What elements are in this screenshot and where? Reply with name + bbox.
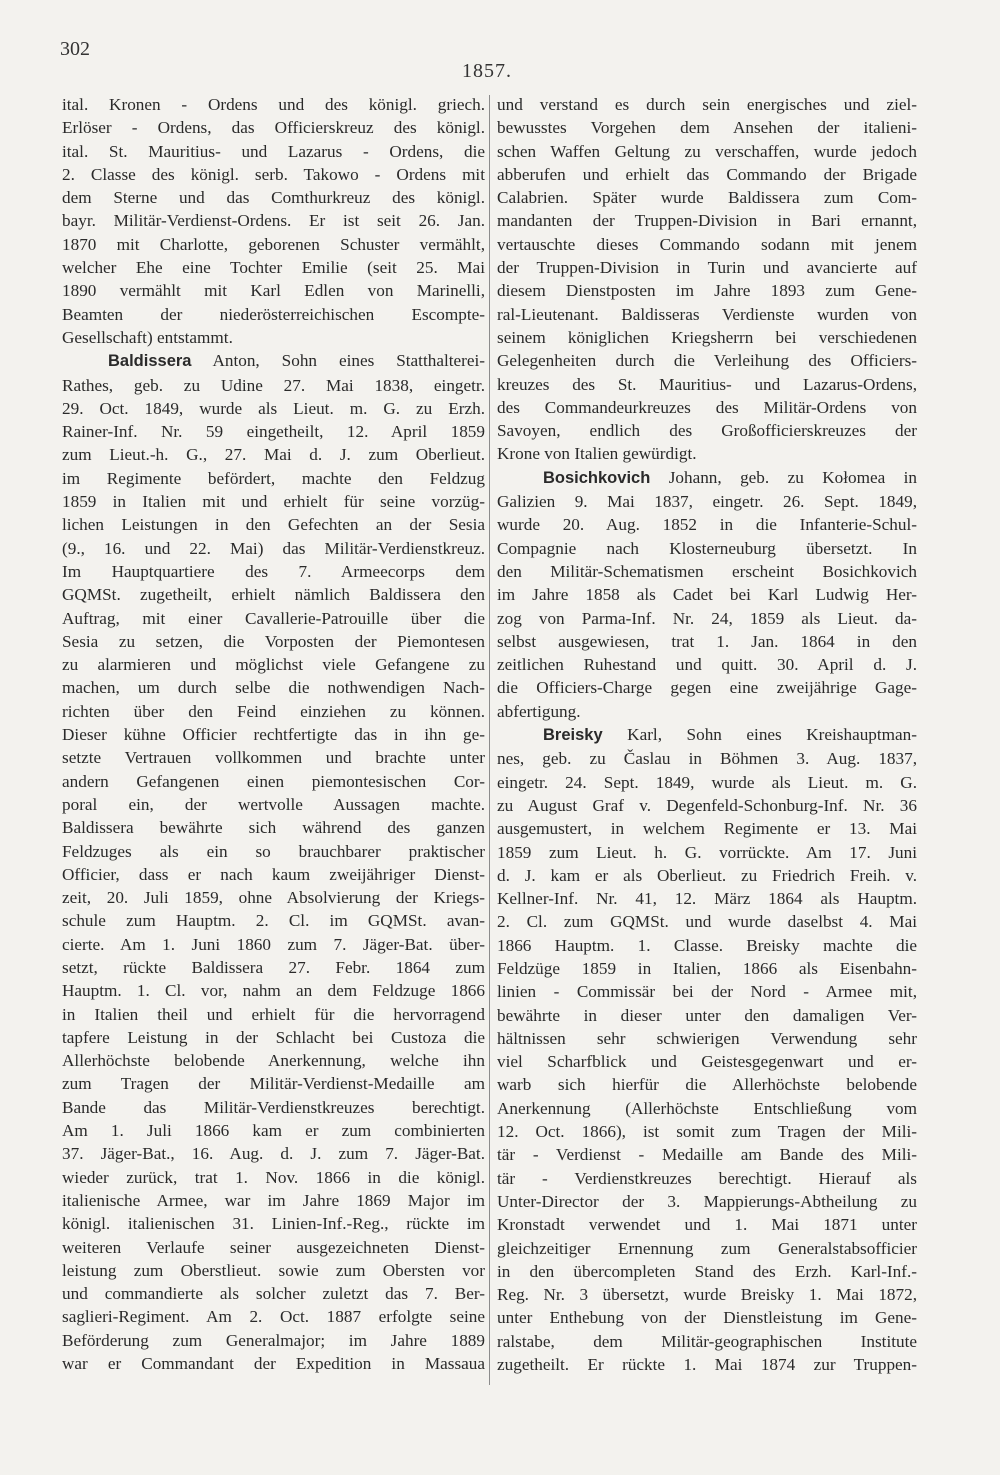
- text-line: [497, 653, 917, 676]
- line-text: war er Commandant der Expedition in Massaua: [62, 1354, 485, 1374]
- text-line: [62, 933, 485, 956]
- entry-name: Bosichkovich: [543, 468, 651, 487]
- text-line: [62, 93, 485, 116]
- page-number: 302: [60, 38, 90, 60]
- line-text: (9., 16. und 22. Mai) das Militär-Verdienstkreuz.: [62, 538, 485, 558]
- line-text: 1859 zum Lieut. h. G. vorrückte. Am 17. Juni: [497, 842, 917, 862]
- line-text: Reg. Nr. 3 übersetzt, wurde Breisky 1. Mai 1872,: [497, 1285, 917, 1305]
- line-text: und verstand es durch sein energisches und ziel-: [497, 95, 917, 114]
- text-line: [62, 303, 485, 326]
- text-line: [497, 1143, 917, 1166]
- text-line: [497, 490, 917, 513]
- line-text: zum Tragen der Militär-Verdienst-Medaille am: [62, 1074, 485, 1094]
- text-line: [497, 1190, 917, 1213]
- entry-name: Breisky: [543, 726, 603, 745]
- line-text: selbst ausgewiesen, trat 1. Jan. 1864 in den: [497, 631, 917, 651]
- text-line: [62, 1003, 485, 1026]
- text-line: [497, 279, 917, 302]
- text-line: [62, 513, 485, 536]
- line-text: Im Hauptquartiere des 7. Armeecorps dem: [62, 561, 485, 581]
- line-text: andern Gefangenen einen piemontesischen Cor-: [62, 771, 485, 791]
- line-text: Allerhöchste belobende Anerkennung, welche ihn: [62, 1051, 485, 1071]
- line-text: ral-Lieutenant. Baldisseras Verdienste wurden von: [497, 304, 917, 324]
- text-line: [497, 864, 917, 887]
- text-line: [497, 957, 917, 980]
- text-line: [497, 140, 917, 163]
- line-text: diesem Dienstposten im Jahre 1893 zum Gene-: [497, 281, 917, 301]
- text-line: [62, 746, 485, 769]
- line-text: viel Scharfblick und Geistesgegenwart und er-: [497, 1052, 917, 1072]
- line-text: Savoyen, endlich des Großofficierskreuzes der: [497, 421, 917, 441]
- text-line: [62, 909, 485, 932]
- running-header-year: 1857.: [462, 60, 512, 82]
- text-line: [497, 934, 917, 957]
- line-text: zeit, 20. Juli 1859, ohne Absolvierung der Kriegs-: [62, 888, 485, 908]
- line-text: zu August Graf v. Degenfeld-Schonburg-Inf. Nr. 36: [497, 795, 917, 815]
- text-line: [497, 396, 917, 419]
- line-text: machen, um durch selbe die nothwendigen Nach-: [62, 678, 485, 698]
- line-text: cierte. Am 1. Juni 1860 zum 7. Jäger-Bat. über-: [62, 934, 485, 954]
- text-line: [62, 723, 485, 746]
- line-text: schule zum Hauptm. 2. Cl. im GQMSt. avan-: [62, 911, 485, 931]
- text-line: [62, 420, 485, 443]
- line-text: tapfere Leistung in der Schlacht bei Custoza die: [62, 1027, 485, 1047]
- text-line: [62, 279, 485, 302]
- text-line: [497, 747, 917, 770]
- line-text: des Commandeurkreuzes des Militär-Ordens von: [497, 397, 917, 417]
- line-text: tär - Verdienst - Medaille am Bande des Mili-: [497, 1145, 917, 1165]
- text-line: [62, 770, 485, 793]
- text-line: [497, 1004, 917, 1027]
- line-text: 1890 vermählt mit Karl Edlen von Marinelli,: [62, 281, 485, 301]
- line-text: italienische Armee, war im Jahre 1869 Major im: [62, 1190, 485, 1210]
- text-line: [62, 116, 485, 139]
- line-text: Karl, Sohn eines Kreishauptman-: [602, 725, 917, 745]
- line-text: ital. Kronen - Ordens und des königl. griech.: [62, 95, 485, 114]
- text-line: [62, 1049, 485, 1072]
- line-text: 1870 mit Charlotte, geborenen Schuster vermählt,: [62, 234, 485, 254]
- text-line: [497, 607, 917, 630]
- text-line: [497, 771, 917, 794]
- line-text: poral ein, der wertvolle Aussagen machte.: [62, 794, 485, 814]
- line-text: und commandierte als solcher zuletzt das 7. Ber-: [62, 1284, 485, 1304]
- line-text: leistung zum Oberstlieut. sowie zum Obersten vor: [62, 1260, 485, 1280]
- text-line: [62, 1189, 485, 1212]
- text-line: [62, 140, 485, 163]
- text-line: [497, 1027, 917, 1050]
- line-text: Kronstadt verwendet und 1. Mai 1871 unter: [497, 1215, 917, 1235]
- text-line: [62, 956, 485, 979]
- text-line: [497, 794, 917, 817]
- line-text: zeitlichen Ruhestand und quitt. 30. April d. J.: [497, 655, 917, 675]
- text-line: [62, 863, 485, 886]
- line-text: 1859 in Italien mit und erhielt für seine vorzüg-: [62, 492, 485, 512]
- text-line: [62, 186, 485, 209]
- line-text: schen Waffen Geltung zu verschaffen, wurde jedoch: [497, 141, 917, 161]
- line-text: setzt, rückte Baldissera 27. Febr. 1864 zum: [62, 957, 485, 977]
- text-line: [62, 1142, 485, 1165]
- text-line: [497, 373, 917, 396]
- line-text: abberufen und erhielt das Commando der Brigade: [497, 164, 917, 184]
- text-line: [497, 537, 917, 560]
- line-text: Unter-Director der 3. Mappierungs-Abtheilung zu: [497, 1191, 917, 1211]
- column-rule: [489, 95, 490, 1385]
- line-text: d. J. kam er als Oberlieut. zu Friedrich Freih. v.: [497, 865, 917, 885]
- line-text: im Regimente befördert, machte den Feldzug: [62, 468, 485, 488]
- line-text: Officier, dass er nach kaum zweijähriger Dienst-: [62, 864, 485, 884]
- line-text: in den übercompleten Stand des Erzh. Karl-Inf.-: [497, 1261, 917, 1281]
- line-text: 2. Cl. zum GQMSt. und wurde daselbst 4. Mai: [497, 912, 917, 932]
- text-line: [62, 583, 485, 606]
- text-line: [497, 910, 917, 933]
- line-text: dem Sterne und das Comthurkreuz des königl.: [62, 188, 485, 208]
- line-text: den Militär-Schematismen erscheint Bosichkovich: [497, 561, 917, 581]
- line-text: ital. St. Mauritius- und Lazarus - Ordens, die: [62, 141, 485, 161]
- line-text: Krone von Italien gewürdigt.: [497, 444, 697, 464]
- line-text: Calabrien. Später wurde Baldissera zum Com-: [497, 188, 917, 208]
- line-text: seinem königlichen Kriegsherrn bei verschiedenen: [497, 327, 917, 347]
- entry-name: Baldissera: [108, 352, 192, 371]
- line-text: 29. Oct. 1849, wurde als Lieut. m. G. zu Erzh.: [62, 398, 485, 418]
- text-line: [62, 163, 485, 186]
- line-text: bayr. Militär-Verdienst-Ordens. Er ist seit 26. Jan.: [62, 211, 485, 231]
- text-line: [62, 607, 485, 630]
- text-line: [497, 1097, 917, 1120]
- text-line: [62, 397, 485, 420]
- line-text: Beförderung zum Generalmajor; im Jahre 1889: [62, 1330, 485, 1350]
- text-line: [497, 233, 917, 256]
- text-line: [62, 256, 485, 279]
- line-text: ausgemustert, in welchem Regimente er 13. Mai: [497, 819, 917, 839]
- line-text: zu alarmieren und möglichst viele Gefangene zu: [62, 655, 485, 675]
- text-line: [497, 560, 917, 583]
- line-text: bewusstes Vorgehen dem Ansehen der italieni-: [497, 118, 917, 138]
- line-text: Dieser kühne Officier rechtfertigte das in ihn ge-: [62, 725, 485, 745]
- text-line: [62, 1119, 485, 1142]
- text-line: [497, 887, 917, 910]
- line-text: Gesellschaft) entstammt.: [62, 327, 233, 347]
- line-text: Baldissera bewährte sich während des ganzen: [62, 818, 485, 838]
- text-line: [62, 816, 485, 839]
- text-line: [62, 1166, 485, 1189]
- text-line: [497, 256, 917, 279]
- text-line: [497, 817, 917, 840]
- line-text: Feldzüge 1859 in Italien, 1866 als Eisenbahn-: [497, 958, 917, 978]
- text-line: [497, 1260, 917, 1283]
- line-text: Rathes, geb. zu Udine 27. Mai 1838, eingetr.: [62, 375, 485, 395]
- line-text: Johann, geb. zu Kołomea in: [650, 467, 917, 487]
- text-line: [497, 1213, 917, 1236]
- line-text: warb sich hierfür die Allerhöchste belobende: [497, 1075, 917, 1095]
- line-text: 37. Jäger-Bat., 16. Aug. d. J. zum 7. Jäger-Bat.: [62, 1144, 485, 1164]
- text-line: [62, 653, 485, 676]
- text-line: [62, 1352, 485, 1375]
- text-line: [497, 723, 917, 747]
- line-text: Hauptm. 1. Cl. vor, nahm an dem Feldzuge 1866: [62, 981, 485, 1001]
- text-line: [62, 1329, 485, 1352]
- text-line: [62, 793, 485, 816]
- text-line: [62, 676, 485, 699]
- text-line: [62, 537, 485, 560]
- line-text: nes, geb. zu Časlau in Böhmen 3. Aug. 1837,: [497, 749, 917, 769]
- text-line: [497, 209, 917, 232]
- line-text: vertauschte dieses Commando sodann mit jenem: [497, 234, 917, 254]
- text-line: [497, 349, 917, 372]
- line-text: Anton, Sohn eines Statthalterei-: [191, 351, 485, 371]
- line-text: richten über den Feind einziehen zu können.: [62, 701, 485, 721]
- text-line: [62, 1026, 485, 1049]
- text-line: [497, 1353, 917, 1376]
- text-line: [62, 1096, 485, 1119]
- text-line: [62, 1259, 485, 1282]
- text-line: [62, 886, 485, 909]
- text-line: [62, 1305, 485, 1328]
- line-text: zugetheilt. Er rückte 1. Mai 1874 zur Truppen-: [497, 1355, 917, 1375]
- text-line: [497, 841, 917, 864]
- line-text: Am 1. Juli 1866 kam er zum combinierten: [62, 1121, 485, 1141]
- text-line: [497, 700, 917, 723]
- text-line: [497, 419, 917, 442]
- text-line: [62, 1282, 485, 1305]
- text-line: [62, 700, 485, 723]
- text-line: [62, 979, 485, 1002]
- text-line: [497, 1050, 917, 1073]
- line-text: Gelegenheiten durch die Verleihung des Officiers-: [497, 351, 917, 371]
- line-text: Feldzuges als ein so brauchbarer praktischer: [62, 841, 485, 861]
- line-text: wieder zurück, trat 1. Nov. 1866 in die königl.: [62, 1167, 485, 1187]
- line-text: saglieri-Regiment. Am 2. Oct. 1887 erfolgte seine: [62, 1307, 485, 1327]
- text-line: [497, 630, 917, 653]
- text-line: [497, 163, 917, 186]
- text-line: [497, 116, 917, 139]
- line-text: eingetr. 24. Sept. 1849, wurde als Lieut. m. G.: [497, 772, 917, 792]
- line-text: Beamten der niederösterreichischen Escompte-: [62, 304, 485, 324]
- line-text: der Truppen-Division in Turin und avancierte auf: [497, 258, 917, 278]
- text-line: [62, 1072, 485, 1095]
- line-text: hältnissen sehr schwierigen Verwendung sehr: [497, 1028, 917, 1048]
- line-text: 12. Oct. 1866), ist somit zum Tragen der Mili-: [497, 1122, 917, 1142]
- text-line: [497, 1073, 917, 1096]
- text-line: [497, 980, 917, 1003]
- text-line: [497, 466, 917, 490]
- text-line: [497, 583, 917, 606]
- line-text: mandanten der Truppen-Division in Bari ernannt,: [497, 211, 917, 231]
- line-text: Compagnie nach Klosterneuburg übersetzt. In: [497, 538, 917, 558]
- line-text: lichen Leistungen in den Gefechten an der Sesia: [62, 515, 485, 535]
- line-text: Rainer-Inf. Nr. 59 eingetheilt, 12. April 1859: [62, 422, 485, 442]
- line-text: setzte Vertrauen vollkommen und brachte unter: [62, 748, 485, 768]
- text-line: [62, 467, 485, 490]
- text-line: [497, 442, 917, 465]
- text-line: [497, 303, 917, 326]
- line-text: welcher Ehe eine Tochter Emilie (seit 25. Mai: [62, 258, 485, 278]
- line-text: im Jahre 1858 als Cadet bei Karl Ludwig Her-: [497, 585, 917, 605]
- text-line: [62, 1236, 485, 1259]
- text-line: [62, 233, 485, 256]
- line-text: abfertigung.: [497, 701, 581, 721]
- right-column: [497, 93, 917, 1376]
- text-line: [497, 1330, 917, 1353]
- line-text: Sesia zu setzen, die Vorposten der Piemontesen: [62, 631, 485, 651]
- line-text: Bande das Militär-Verdienstkreuzes berechtigt.: [62, 1097, 485, 1117]
- line-text: Auftrag, mit einer Cavallerie-Patrouille über die: [62, 608, 485, 628]
- text-line: [62, 326, 485, 349]
- text-line: [62, 209, 485, 232]
- text-line: [497, 513, 917, 536]
- text-line: [497, 1283, 917, 1306]
- text-line: [62, 840, 485, 863]
- line-text: bewährte in dieser unter den damaligen Ver-: [497, 1005, 917, 1025]
- line-text: 2. Classe des königl. serb. Takowo - Ordens mit: [62, 164, 485, 184]
- line-text: tär - Verdienstkreuzes berechtigt. Hierauf als: [497, 1168, 917, 1188]
- line-text: linien - Commissär bei der Nord - Armee mit,: [497, 982, 917, 1002]
- line-text: Erlöser - Ordens, das Officierskreuz des königl.: [62, 118, 485, 138]
- text-line: [62, 490, 485, 513]
- line-text: Galizien 9. Mai 1837, eingetr. 26. Sept. 1849,: [497, 492, 917, 512]
- line-text: GQMSt. zugetheilt, erhielt nämlich Baldissera den: [62, 585, 485, 605]
- line-text: kreuzes des St. Mauritius- und Lazarus-Ordens,: [497, 374, 917, 394]
- text-line: [62, 1212, 485, 1235]
- text-line: [497, 1120, 917, 1143]
- text-line: [62, 349, 485, 373]
- text-line: [62, 630, 485, 653]
- line-text: Anerkennung (Allerhöchste Entschließung vom: [497, 1098, 917, 1118]
- text-line: [62, 560, 485, 583]
- text-line: [62, 443, 485, 466]
- text-line: [497, 93, 917, 116]
- line-text: zog von Parma-Inf. Nr. 24, 1859 als Lieut. da-: [497, 608, 917, 628]
- line-text: gleichzeitiger Ernennung zum Generalstabsofficier: [497, 1238, 917, 1258]
- line-text: unter Enthebung von der Dienstleistung im Gene-: [497, 1308, 917, 1328]
- text-line: [497, 1237, 917, 1260]
- line-text: ralstabe, dem Militär-geographischen Institute: [497, 1331, 917, 1351]
- line-text: zum Lieut.-h. G., 27. Mai d. J. zum Oberlieut.: [62, 445, 485, 465]
- line-text: die Officiers-Charge gegen eine zweijährige Gage-: [497, 678, 917, 698]
- line-text: 1866 Hauptm. 1. Classe. Breisky machte die: [497, 935, 917, 955]
- text-line: [62, 374, 485, 397]
- text-line: [497, 326, 917, 349]
- line-text: Kellner-Inf. Nr. 41, 12. März 1864 als Hauptm.: [497, 889, 917, 909]
- text-line: [497, 676, 917, 699]
- left-column: [62, 93, 485, 1375]
- text-line: [497, 1306, 917, 1329]
- line-text: in Italien theil und erhielt für die hervorragend: [62, 1004, 485, 1024]
- text-line: [497, 1167, 917, 1190]
- line-text: weiteren Verlaufe seiner ausgezeichneten Dienst-: [62, 1237, 485, 1257]
- line-text: wurde 20. Aug. 1852 in die Infanterie-Schul-: [497, 515, 917, 535]
- text-line: [497, 186, 917, 209]
- line-text: königl. italienischen 31. Linien-Inf.-Reg., rückte im: [62, 1214, 485, 1234]
